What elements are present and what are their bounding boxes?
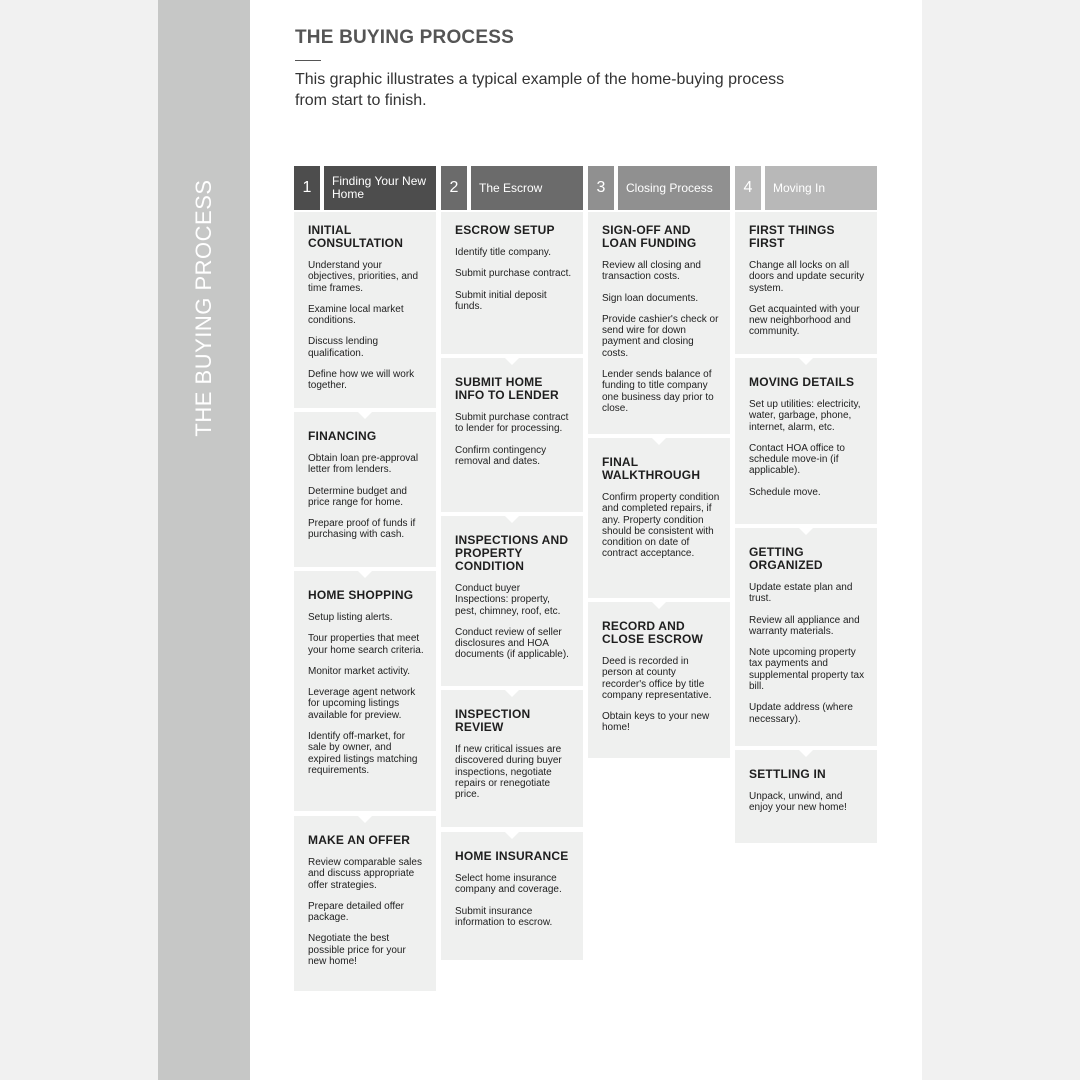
step-number: 4 — [735, 166, 761, 210]
card-title: SETTLING IN — [749, 767, 826, 781]
card-item: Review all closing and transaction costs. — [602, 260, 701, 283]
card-item: Obtain loan pre-approval letter from lenders. — [308, 453, 419, 476]
card-initial-consultation — [294, 212, 436, 408]
card-item: Change all locks on all doors and update security system. — [749, 260, 865, 294]
card-title: SIGN-OFF AND LOAN FUNDING — [602, 223, 697, 250]
card-item: Note upcoming property tax payments and supplemental property tax bill. — [749, 647, 865, 693]
card-title: SUBMIT HOME INFO TO LENDER — [455, 375, 559, 402]
card-item: Negotiate the best possible price for your new home! — [308, 933, 406, 968]
card-item: Confirm property condition and completed repairs, if any. Property condition should be consistent with condition on date of contract acceptance. — [602, 492, 720, 560]
card-final-walkthrough — [588, 438, 730, 598]
card-item: Select home insurance company and coverage. — [455, 873, 562, 896]
step-label: Finding Your New Home — [324, 166, 436, 210]
card-item: Leverage agent network for upcoming listings available for preview. — [308, 687, 416, 721]
card-item: Contact HOA office to schedule move-in (if applicable). — [749, 442, 845, 477]
card-item: Schedule move. — [749, 486, 821, 498]
card-item: Sign loan documents. — [602, 292, 699, 304]
card-title: MAKE AN OFFER — [308, 833, 411, 847]
card-item: Submit purchase contract to lender for processing. — [455, 412, 569, 435]
card-item: Submit initial deposit funds. — [455, 289, 547, 312]
card-title: ESCROW SETUP — [455, 223, 555, 237]
step-header-3 — [588, 166, 730, 210]
card-item: Get acquainted with your new neighborhood and community. — [749, 303, 860, 338]
card-item: Update address (where necessary). — [749, 702, 853, 725]
card-item: Deed is recorded in person at county recorder's office by title company representative. — [602, 656, 712, 701]
card-item: Discuss lending qualification. — [308, 336, 379, 359]
card-item: Identify title company. — [455, 247, 551, 258]
card-item: Provide cashier's check or send wire for down payment and closing costs. — [602, 313, 719, 359]
step-label: The Escrow — [471, 166, 583, 210]
card-item: Obtain keys to your new home! — [602, 711, 710, 734]
title-divider — [295, 60, 321, 61]
card-item: Submit purchase contract. — [455, 268, 572, 280]
step-number: 2 — [441, 166, 467, 210]
sidebar-band — [158, 0, 250, 1080]
card-item: Examine local market conditions. — [308, 303, 404, 327]
card-inspection-review — [441, 690, 583, 827]
step-header-1 — [294, 166, 436, 210]
step-number: 1 — [294, 166, 320, 210]
card-item: Prepare detailed offer package. — [308, 900, 404, 924]
card-item: Prepare proof of funds if purchasing with cash. — [308, 518, 416, 541]
card-title: INSPECTIONS AND PROPERTY CONDITION — [455, 533, 569, 573]
card-item: Understand your objectives, priorities, and time frames. — [308, 260, 419, 294]
card-item: Review all appliance and warranty materials. — [749, 614, 860, 637]
card-item: Confirm contingency removal and dates. — [455, 444, 547, 467]
card-title: FINAL WALKTHROUGH — [602, 455, 701, 482]
card-title: HOME SHOPPING — [308, 588, 414, 602]
card-submit-home-info — [441, 358, 583, 512]
page-title: THE BUYING PROCESS — [295, 27, 514, 48]
card-home-shopping — [294, 571, 436, 811]
card-title: FINANCING — [308, 429, 377, 443]
card-item: If new critical issues are discovered during buyer inspections, negotiate repairs or renegotiate price. — [455, 744, 562, 801]
intro-text: This graphic illustrates a typical example of the home-buying process from start to finish. — [295, 71, 785, 109]
card-item: Tour properties that meet your home search criteria. — [308, 633, 424, 656]
card-financing — [294, 412, 436, 567]
card-title: MOVING DETAILS — [749, 375, 855, 389]
card-inspections-property-condition — [441, 516, 583, 686]
step-header-4 — [735, 166, 877, 210]
card-item: Review comparable sales and discuss appropriate offer strategies. — [308, 857, 422, 891]
card-title: INSPECTION REVIEW — [455, 707, 531, 734]
card-settling-in — [735, 750, 877, 843]
sidebar-title: THE BUYING PROCESS — [191, 179, 216, 437]
card-title: INITIAL CONSULTATION — [308, 223, 404, 250]
card-home-insurance — [441, 832, 583, 960]
card-item: Submit insurance information to escrow. — [455, 905, 553, 928]
card-make-an-offer — [294, 816, 436, 991]
card-first-things-first — [735, 212, 877, 354]
card-getting-organized — [735, 528, 877, 746]
card-item: Unpack, unwind, and enjoy your new home! — [749, 791, 847, 814]
card-item: Conduct buyer Inspections: property, pest, chimney, roof, etc. — [455, 583, 561, 617]
step-header-2 — [441, 166, 583, 210]
card-item: Setup listing alerts. — [308, 612, 393, 623]
card-title: GETTING ORGANIZED — [749, 545, 823, 572]
card-item: Set up utilities: electricity, water, garbage, phone, internet, alarm, etc. — [749, 399, 861, 433]
card-title: HOME INSURANCE — [455, 849, 569, 863]
card-title: RECORD AND CLOSE ESCROW — [602, 619, 704, 646]
card-item: Conduct review of seller disclosures and HOA documents (if applicable). — [455, 626, 569, 661]
card-title: FIRST THINGS FIRST — [749, 223, 835, 250]
card-escrow-setup — [441, 212, 583, 354]
card-item: Monitor market activity. — [308, 665, 411, 677]
card-record-close-escrow — [588, 602, 730, 758]
card-item: Lender sends balance of funding to title company one business day prior to close. — [602, 369, 714, 414]
card-item: Identify off-market, for sale by owner, and expired listings matching requirements. — [308, 731, 418, 776]
step-number: 3 — [588, 166, 614, 210]
step-label: Closing Process — [618, 166, 730, 210]
card-item: Determine budget and price range for home. — [308, 485, 407, 508]
card-item: Update estate plan and trust. — [749, 582, 853, 605]
card-moving-details — [735, 358, 877, 524]
card-sign-off-loan-funding — [588, 212, 730, 434]
card-item: Define how we will work together. — [308, 369, 415, 392]
step-label: Moving In — [765, 166, 877, 210]
